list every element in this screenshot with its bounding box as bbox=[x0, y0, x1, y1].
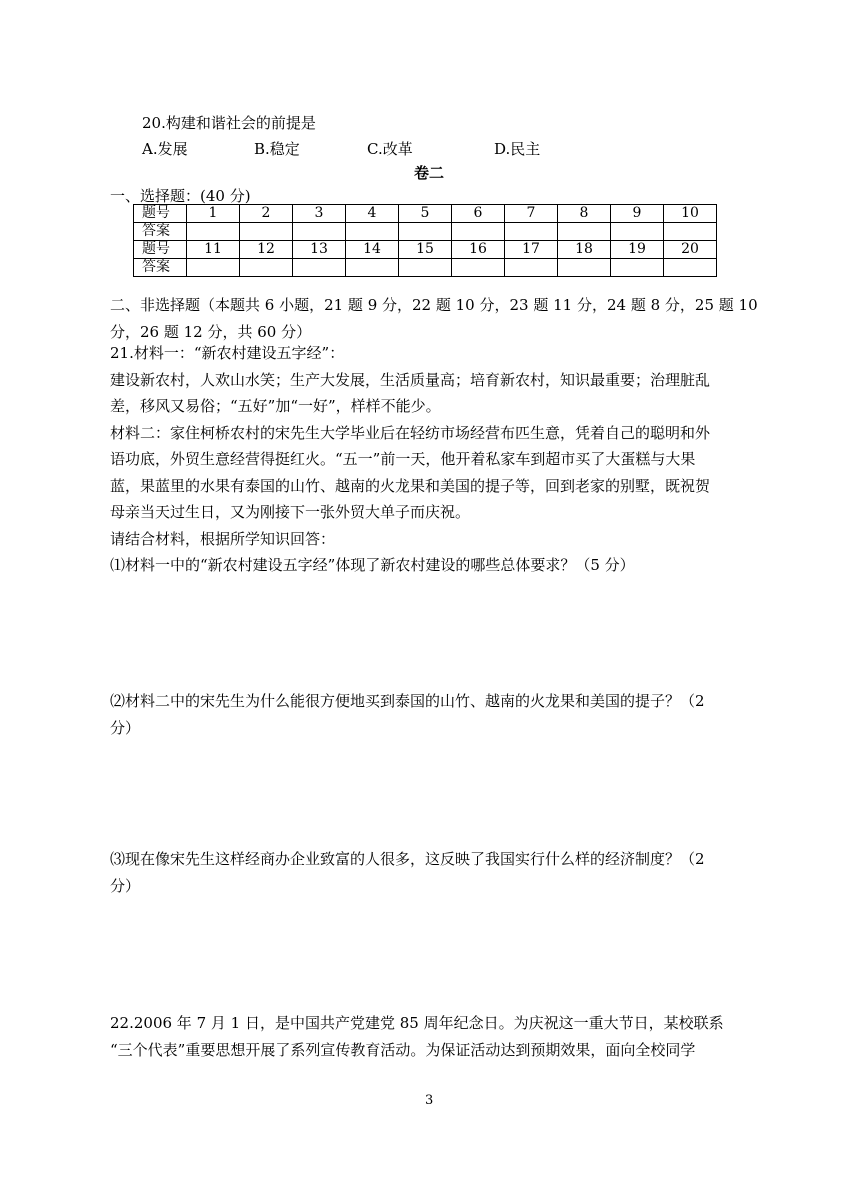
table-cell: 9 bbox=[611, 205, 664, 223]
q21-line: 请结合材料，根据所学知识回答： bbox=[110, 529, 336, 548]
table-cell: 10 bbox=[664, 205, 717, 223]
q21-line: 母亲当天过生日，又为刚接下一张外贸大单子而庆祝。 bbox=[110, 503, 471, 521]
q21-line: 建设新农村，人欢山水笑；生产大发展，生活质量高；培育新农村，知识最重要；治理脏乱 bbox=[110, 370, 711, 389]
answer-cell[interactable] bbox=[399, 259, 452, 277]
answer-cell[interactable] bbox=[240, 259, 293, 277]
question-21-sub-2 bbox=[110, 688, 760, 741]
table-cell: 12 bbox=[240, 241, 293, 259]
q21-sub3-line: 分） bbox=[110, 876, 141, 895]
table-cell: 8 bbox=[558, 205, 611, 223]
part2-heading-line: 二、非选择题（本题共 6 小题，21 题 9 分，22 题 10 分，23 题 11 分，24 题 8 分，25 题 10 bbox=[110, 296, 758, 314]
table-cell: 4 bbox=[346, 205, 399, 223]
answer-cell[interactable] bbox=[187, 223, 240, 241]
answer-cell[interactable] bbox=[399, 223, 452, 241]
option-a: A.发展 bbox=[142, 140, 188, 158]
q21-line: 21.材料一：“新农村建设五字经”： bbox=[110, 344, 345, 362]
q21-subquestion-1: ⑴材料一中的“新农村建设五字经”体现了新农村建设的哪些总体要求？（5 分） bbox=[110, 556, 635, 574]
part1-heading: 一、选择题：(40 分) bbox=[110, 187, 251, 205]
q21-line: 蓝，果蓝里的水果有泰国的山竹、越南的火龙果和美国的提子等，回到老家的别墅，既祝贺 bbox=[110, 476, 711, 495]
answer-cell[interactable] bbox=[611, 259, 664, 277]
q21-sub2-line: ⑵材料二中的宋先生为什么能很方便地买到泰国的山竹、越南的火龙果和美国的提子？（2 bbox=[110, 692, 705, 710]
table-cell: 15 bbox=[399, 241, 452, 259]
table-cell: 11 bbox=[187, 241, 240, 259]
table-row bbox=[134, 205, 717, 223]
answer-cell[interactable] bbox=[611, 223, 664, 241]
answer-cell[interactable] bbox=[505, 259, 558, 277]
answer-cell[interactable] bbox=[664, 259, 717, 277]
answer-cell[interactable] bbox=[346, 223, 399, 241]
q21-line: 语功底，外贸生意经营得挺红火。“五一”前一天，他开着私家车到超市买了大蛋糕与大果 bbox=[110, 450, 696, 468]
table-row bbox=[134, 223, 717, 241]
answer-cell[interactable] bbox=[558, 259, 611, 277]
page-number: 3 bbox=[425, 1093, 434, 1108]
answer-cell[interactable] bbox=[452, 259, 505, 277]
q22-line: “三个代表”重要思想开展了系列宣传教育活动。为保证活动达到预期效果，面向全校同学 bbox=[110, 1040, 696, 1059]
table-row bbox=[134, 259, 717, 277]
table-cell: 2 bbox=[240, 205, 293, 223]
option-c: C.改革 bbox=[367, 140, 413, 158]
table-cell: 14 bbox=[346, 241, 399, 259]
option-b: B.稳定 bbox=[254, 140, 300, 158]
q21-sub3-line: ⑶现在像宋先生这样经商办企业致富的人很多，这反映了我国实行什么样的经济制度？（2 bbox=[110, 850, 705, 868]
answer-label: 答案 bbox=[134, 223, 187, 241]
table-cell: 13 bbox=[293, 241, 346, 259]
answer-cell[interactable] bbox=[187, 259, 240, 277]
answer-cell[interactable] bbox=[346, 259, 399, 277]
answer-cell[interactable] bbox=[293, 223, 346, 241]
part2-heading bbox=[110, 292, 760, 345]
answer-cell[interactable] bbox=[240, 223, 293, 241]
table-cell: 16 bbox=[452, 241, 505, 259]
q21-sub2-line: 分） bbox=[110, 718, 141, 737]
table-cell: 20 bbox=[664, 241, 717, 259]
table-cell: 7 bbox=[505, 205, 558, 223]
option-d: D.民主 bbox=[494, 140, 541, 158]
part2-heading-line: 分，26 题 12 分，共 60 分） bbox=[110, 322, 312, 341]
q21-line: 材料二：家住柯桥农村的宋先生大学毕业后在轻纺市场经营布匹生意，凭着自己的聪明和外 bbox=[110, 423, 711, 442]
answer-cell[interactable] bbox=[664, 223, 717, 241]
table-cell: 1 bbox=[187, 205, 240, 223]
answer-label: 答案 bbox=[134, 259, 187, 277]
q21-line: 差，移风又易俗；“五好”加“一好”，样样不能少。 bbox=[110, 397, 441, 415]
q22-line: 22.2006 年 7 月 1 日，是中国共产党建党 85 周年纪念日。为庆祝这一重大节日，某校联系 bbox=[110, 1014, 724, 1032]
table-cell: 18 bbox=[558, 241, 611, 259]
answer-cell[interactable] bbox=[558, 223, 611, 241]
table-cell: 3 bbox=[293, 205, 346, 223]
table-cell: 6 bbox=[452, 205, 505, 223]
table-cell: 5 bbox=[399, 205, 452, 223]
question-number-label: 题号 bbox=[134, 241, 187, 259]
table-cell: 19 bbox=[611, 241, 664, 259]
answer-table bbox=[133, 204, 717, 277]
question-21 bbox=[110, 340, 760, 579]
question-22 bbox=[110, 1010, 760, 1063]
question-number-label: 题号 bbox=[134, 205, 187, 223]
answer-cell[interactable] bbox=[505, 223, 558, 241]
question-21-sub-3 bbox=[110, 846, 760, 899]
table-cell: 17 bbox=[505, 241, 558, 259]
answer-cell[interactable] bbox=[293, 259, 346, 277]
question-20-stem: 20.构建和谐社会的前提是 bbox=[142, 114, 316, 132]
answer-cell[interactable] bbox=[452, 223, 505, 241]
table-row bbox=[134, 241, 717, 259]
section-title: 卷二 bbox=[414, 164, 445, 182]
